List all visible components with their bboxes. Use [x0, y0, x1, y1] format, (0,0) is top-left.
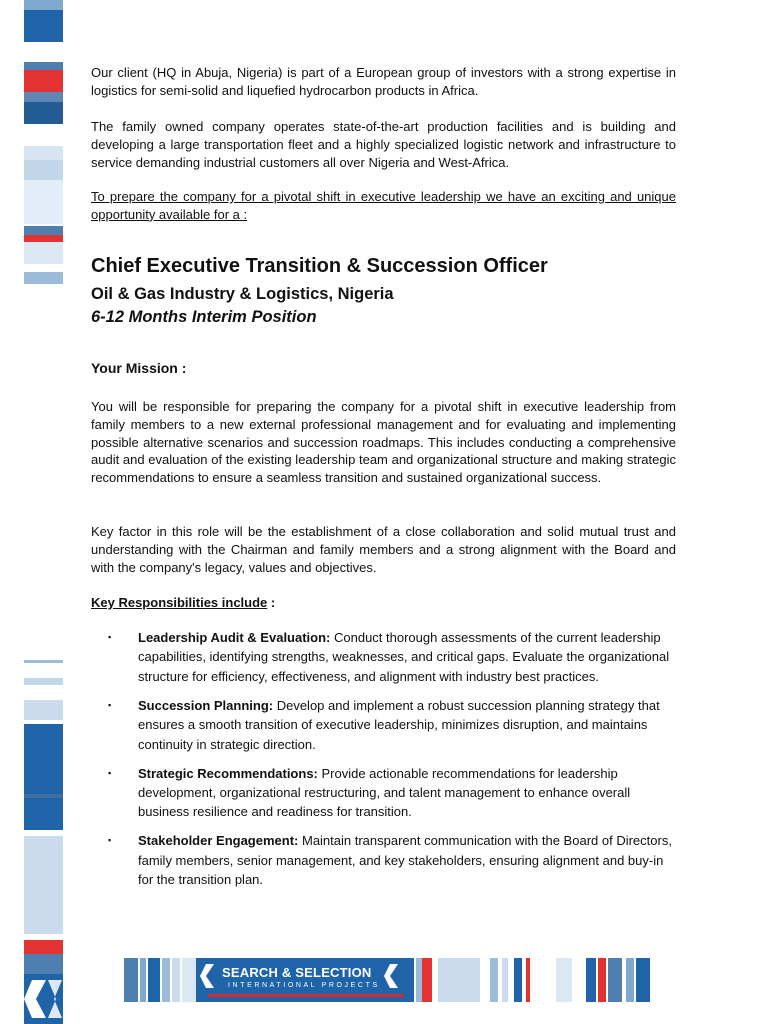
logo-subtitle: INTERNATIONAL PROJECTS [228, 982, 380, 989]
item-title: Succession Planning: [138, 697, 274, 713]
left-decorative-stripe [24, 0, 63, 1024]
logo-chevron-right-icon [384, 964, 404, 988]
item-text: Provide actionable recommendations for leadership development, organizational restructuring, and talent management to enhance overall business resilience and readiness for transition. [138, 765, 631, 820]
item-text: Develop and implement a robust succession planning strategy that ensures a smooth transition of executive leadership, minimizes disruption, and maintains continuity in strategic direction. [138, 697, 660, 752]
responsibilities-heading-colon: : [267, 595, 276, 610]
job-title: Chief Executive Transition & Succession Officer [91, 255, 548, 277]
item-text: Maintain transparent communication with the Board of Directors, family members, senior management, and key stakeholders, ensuring alignment and buy-in for the transition plan. [138, 833, 672, 888]
mission-heading: Your Mission : [91, 360, 187, 376]
responsibilities-heading [91, 594, 275, 612]
responsibilities-list [91, 628, 676, 899]
bullet-icon: ▪ [108, 835, 112, 846]
item-title: Leadership Audit & Evaluation: [138, 630, 331, 645]
intro-opportunity-text: To prepare the company for a pivotal shift in executive leadership we have an exciting and unique opportunity available for a [91, 189, 676, 222]
list-item [91, 696, 676, 754]
intro-colon: : [239, 206, 248, 222]
job-term: 6-12 Months Interim Position [91, 308, 317, 326]
logo-name: SEARCH & SELECTION [222, 965, 372, 980]
logo-red-underline [208, 994, 404, 997]
item-title: Strategic Recommendations: [138, 765, 318, 781]
item-title: Stakeholder Engagement: [138, 833, 299, 849]
intro-paragraph-1: Our client (HQ in Abuja, Nigeria) is part of a European group of investors with a strong expertise in logistics for semi-solid and liquefied hydrocarbon products in Africa. [91, 65, 676, 98]
responsibilities-heading-text: Key Responsibilities include [91, 595, 268, 610]
list-item [91, 831, 676, 889]
intro-paragraph-3 [91, 188, 676, 224]
bullet-icon: ▪ [108, 767, 112, 778]
logo-chevron-left-icon [200, 964, 220, 988]
mission-paragraph: You will be responsible for preparing the company for a pivotal shift in executive leadership from family members to a new external professional management and for evaluating and implementing possible alternative scenarios and succession roadmaps. This includes conducting a comprehensive audit and evaluation of the existing leadership team and organizational structure and making strategic recommendations to ensure a seamless transition and sustained organizational success. [91, 399, 676, 486]
job-industry: Oil & Gas Industry & Logistics, Nigeria [91, 285, 394, 303]
key-factor-paragraph: Key factor in this role will be the establishment of a close collaboration and solid mutual trust and understanding with the Chairman and family members and a strong alignment with the Board and with the company's legacy, values and objectives. [91, 524, 676, 575]
list-item [91, 764, 676, 822]
item-text: Conduct thorough assessments of the current leadership capabilities, identifying strengths, weaknesses, and critical gaps. Evaluate the organizational structure for efficiency, effectiveness, and alignment with industry best practices. [138, 630, 670, 684]
bullet-icon: ▪ [108, 699, 112, 710]
list-item [91, 628, 676, 686]
logo-mark-icon [24, 976, 63, 1022]
intro-paragraph-2: The family owned company operates state-of-the-art production facilities and is building and developing a large transportation fleet and a highly specialized logistic network and infrastructure to service demanding industrial customers all over Nigeria and West-Africa. [91, 119, 676, 170]
bullet-icon: ▪ [108, 632, 112, 642]
search-selection-logo [196, 958, 414, 1002]
